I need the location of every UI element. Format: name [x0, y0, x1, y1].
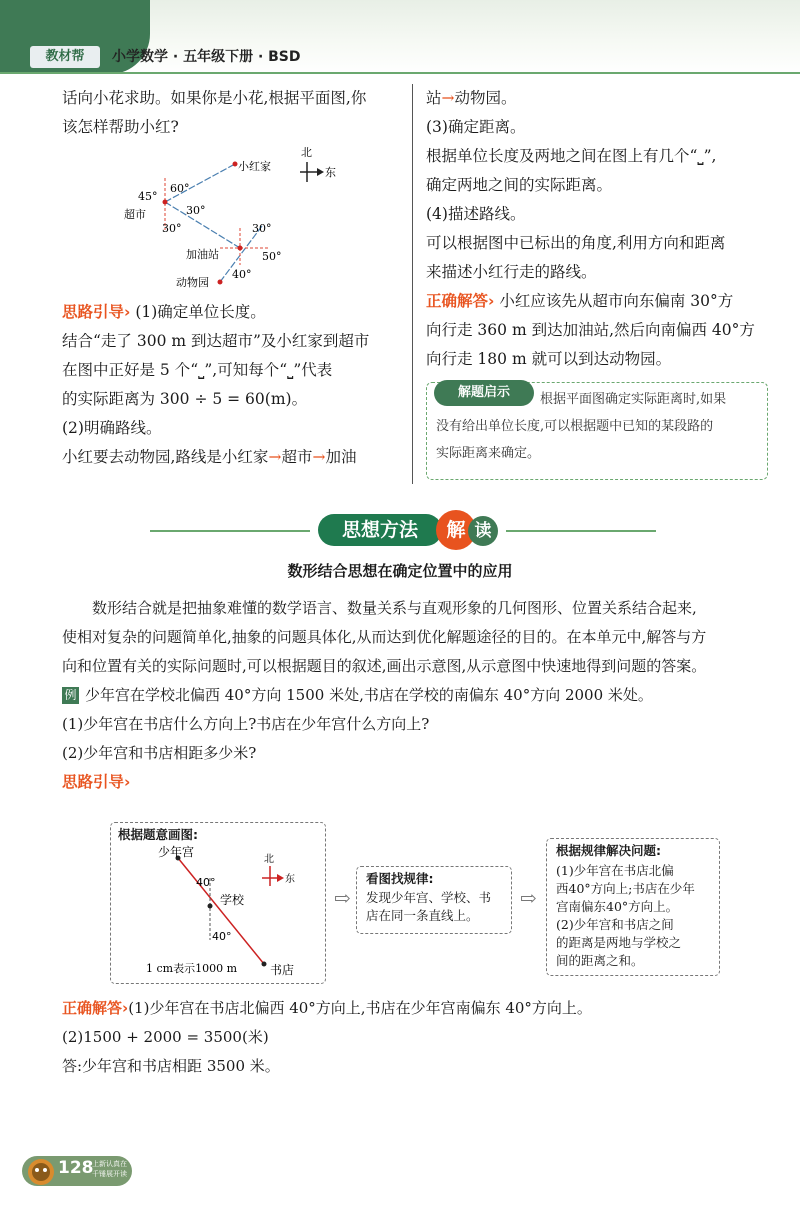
- answer-line-2: (2)1500 + 2000 = 3500(米): [62, 1028, 269, 1046]
- route-arrow: →: [441, 89, 455, 107]
- label-school: 学校: [220, 893, 245, 907]
- section-para-2: 使相对复杂的问题简单化,抽象的问题具体化,从而达到优化解题途径的目的。在本单元中,解答与方: [62, 628, 707, 646]
- section-hint-label: 思路引导: [62, 773, 125, 791]
- answer-line-3: 答:少年宫和书店相距 3500 米。: [62, 1057, 280, 1075]
- route-arrow: →: [268, 448, 282, 466]
- page-number: 128: [58, 1158, 94, 1178]
- flow-box-2-line-2: 店在同一条直线上。: [366, 908, 479, 923]
- left-para-2: 在图中正好是 5 个“⎵”,可知每个“⎵”代表: [62, 361, 333, 379]
- hint-line: 思路引导› (1)确定单位长度。: [62, 303, 266, 321]
- right-line-1: [426, 84, 776, 113]
- right-line-8: 正确解答› 小红应该先从超市向东偏南 30°方: [426, 292, 734, 310]
- flow-box-1-title: 根据题意画图:: [118, 827, 198, 842]
- column-divider: [412, 84, 413, 484]
- section-para-1: 数形结合就是把抽象难懂的数学语言、数量关系与直观形象的几何图形、位置关系结合起来,: [92, 599, 697, 617]
- left-column-top: [62, 84, 406, 142]
- answer-label: 正确解答: [426, 292, 489, 310]
- route-gas-end: 站: [426, 89, 442, 107]
- compass-north: 北: [301, 146, 312, 159]
- footer-slogan-2: 千锤展开读: [92, 1170, 127, 1178]
- left-para-3: 的实际距离为 300 ÷ 5 = 60(m)。: [62, 390, 308, 408]
- hint-label: 思路引导: [62, 303, 125, 321]
- section-badge-1: 解: [436, 510, 476, 550]
- left-column-bottom: [62, 298, 406, 472]
- section-title: 思想方法: [318, 514, 442, 546]
- angle-45: 45°: [138, 190, 158, 203]
- route-gas: 加油: [325, 448, 357, 466]
- label-palace: 少年宫: [158, 845, 195, 859]
- label-store: 书店: [270, 963, 295, 977]
- route-arrow: →: [312, 448, 326, 466]
- left-para-5: [62, 443, 406, 472]
- section-para-3: 向和位置有关的实际问题时,可以根据题目的叙述,画出示意图,从示意图中快速地得到问题的答案。: [62, 657, 707, 675]
- footer-slogan-1: 上新认真在: [92, 1160, 127, 1168]
- right-line-3: 根据单位长度及两地之间在图上有几个“⎵”,: [426, 147, 717, 165]
- route-zoo: 动物园。: [454, 89, 517, 107]
- tip-line-3: 实际距离来确定。: [436, 446, 541, 461]
- brand-label: 教材帮: [30, 46, 100, 68]
- flow-arrow-2: ⇨: [520, 886, 537, 910]
- answer-text-1: 小红应该先从超市向东偏南 30°方: [499, 292, 734, 310]
- flow-arrow-1: ⇨: [334, 886, 351, 910]
- angle-30-b: 30°: [162, 222, 182, 235]
- example-line: [62, 681, 774, 710]
- angle-40: 40°: [232, 268, 252, 281]
- left-para-4: (2)明确路线。: [62, 419, 162, 437]
- question-2: (2)少年宫和书店相距多少米?: [62, 744, 257, 762]
- flow-box-3-line-1: (1)少年宫在书店北偏: [556, 863, 674, 878]
- section-body: [62, 594, 774, 797]
- question-1: (1)少年宫在书店什么方向上?书店在少年宫什么方向上?: [62, 715, 430, 733]
- tip-line-2: 没有给出单位长度,可以根据题中已知的某段路的: [436, 419, 714, 434]
- label-gas: 加油站: [186, 248, 219, 261]
- compass-east: 东: [325, 166, 336, 179]
- section-rule-left: [150, 530, 310, 532]
- flow-box-3-line-6: 间的距离之和。: [556, 953, 644, 968]
- palace-store-line: [178, 858, 264, 964]
- example-text: 少年宫在学校北偏西 40°方向 1500 米处,书店在学校的南偏东 40°方向 2000 米处。: [85, 686, 653, 704]
- label-scale: 1 cm表示1000 m: [146, 962, 238, 975]
- label-zoo: 动物园: [176, 276, 209, 289]
- left-text-line-1: 话向小花求助。如果你是小花,根据平面图,你: [62, 89, 367, 107]
- left-para-1: 结合“走了 300 m 到达超市”及小红家到超市: [62, 332, 370, 350]
- section-answer-label: 正确解答: [62, 999, 123, 1017]
- section-subtitle: 数形结合思想在确定位置中的应用: [287, 562, 513, 580]
- label-north: 北: [264, 854, 274, 865]
- answer-text-1: (1)少年宫在书店北偏西 40°方向上,书店在少年宫南偏东 40°方向上。: [128, 999, 592, 1017]
- label-home: 小红家: [238, 160, 271, 173]
- route-market: 超市: [281, 448, 313, 466]
- flow-box-3-line-5: 的距离是两地与学校之: [556, 935, 682, 950]
- section-badge-2: 读: [468, 516, 498, 546]
- flow-box-2-title: 看图找规律:: [366, 871, 434, 886]
- hint-step-1: (1)确定单位长度。: [135, 303, 266, 321]
- mascot-icon: [24, 1150, 58, 1190]
- left-text-line-2: 该怎样帮助小红?: [62, 118, 179, 136]
- header-rule: [0, 72, 800, 74]
- right-line-10: 向行走 180 m 就可以到达动物园。: [426, 350, 672, 368]
- angle-60: 60°: [170, 182, 190, 195]
- flow-box-3-line-3: 宫南偏东40°方向上。: [556, 899, 679, 914]
- route-map-diagram: [120, 140, 350, 300]
- section-hint-line: 思路引导›: [62, 773, 131, 791]
- right-line-5: (4)描述路线。: [426, 205, 526, 223]
- route-start: 小红要去动物园,路线是小红家: [62, 448, 269, 466]
- angle-30-c: 30°: [252, 222, 272, 235]
- right-line-4: 确定两地之间的实际距离。: [426, 176, 613, 194]
- angle-50: 50°: [262, 250, 282, 263]
- flow-box-2-line-1: 发现少年宫、学校、书: [366, 890, 492, 905]
- flow-box-3-line-2: 西40°方向上;书店在少年: [556, 881, 695, 896]
- right-line-9: 向行走 360 m 到达加油站,然后向南偏西 40°方: [426, 321, 755, 339]
- book-title: 小学数学 · 五年级下册 · BSD: [112, 49, 301, 65]
- example-badge: 例: [62, 687, 79, 704]
- angle-40-top: 40°: [196, 876, 216, 889]
- right-line-2: (3)确定距离。: [426, 118, 526, 136]
- tip-badge: 解题启示: [434, 380, 534, 406]
- compass: [300, 146, 336, 182]
- tip-line-1: 根据平面图确定实际距离时,如果: [540, 392, 727, 407]
- right-column: [426, 84, 776, 374]
- angle-30-a: 30°: [186, 204, 206, 217]
- flow-box-3-title: 根据规律解决问题:: [556, 843, 661, 858]
- school-diagram: [110, 840, 324, 980]
- section-answer: [62, 994, 774, 1081]
- flow-box-3-line-4: (2)少年宫和书店之间: [556, 917, 674, 932]
- angle-40-bottom: 40°: [212, 930, 232, 943]
- section-rule-right: [506, 530, 656, 532]
- answer-line-1: 正确解答›(1)少年宫在书店北偏西 40°方向上,书店在少年宫南偏东 40°方向上。: [62, 999, 592, 1017]
- label-east: 东: [285, 874, 295, 885]
- right-line-6: 可以根据图中已标出的角度,利用方向和距离: [426, 234, 726, 252]
- label-market: 超市: [124, 208, 146, 221]
- right-line-7: 来描述小红行走的路线。: [426, 263, 597, 281]
